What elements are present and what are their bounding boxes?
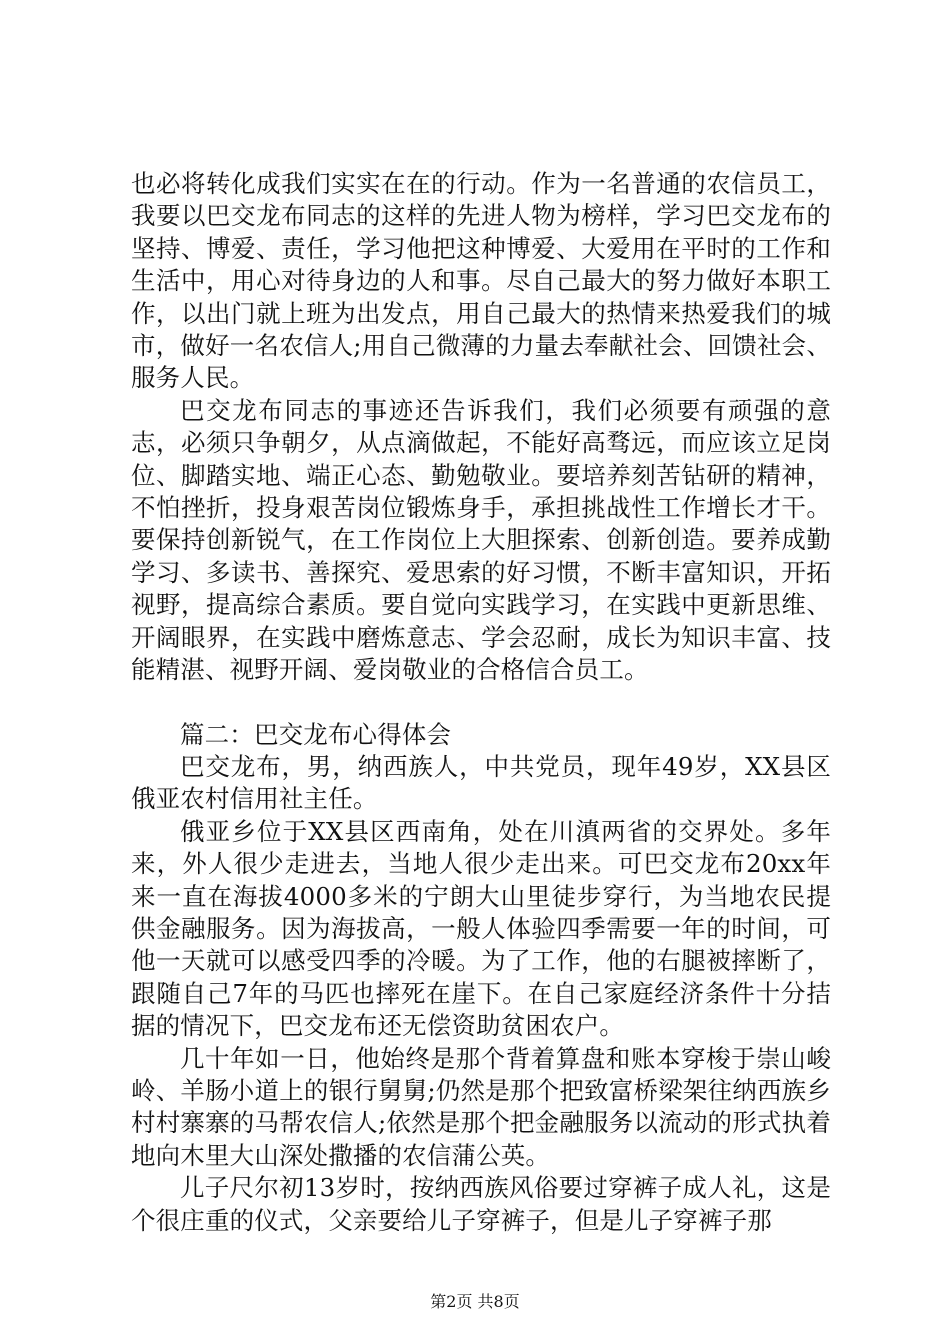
paragraph-decades: 几十年如一日，他始终是那个背着算盘和账本穿梭于崇山峻岭、羊肠小道上的银行舅舅;仍然是那个把致富桥梁架往纳西族乡村村寨寨的马帮农信人;依然是那个把金融服务以流动的形式执着地向木里大山深处撒播的农信蒲公英。	[131, 1043, 831, 1170]
paragraph-spirit: 巴交龙布同志的事迹还告诉我们，我们必须要有顽强的意志，必须只争朝夕，从点滴做起，不能好高骛远，而应该立足岗位、脚踏实地、端正心态、勤勉敬业。要培养刻苦钻研的精神，不怕挫折，投身艰苦岗位锻炼身手，承担挑战性工作增长才干。要保持创新锐气，在工作岗位上大胆探索、创新创造。要养成勤学习、多读书、善探究、爱思索的好习惯，不断丰富知识，开拓视野，提高综合素质。要自觉向实践学习，在实践中更新思维、开阔眼界，在实践中磨炼意志、学会忍耐，成长为知识丰富、技能精湛、视野开阔、爱岗敬业的合格信合员工。	[131, 395, 831, 685]
page-footer: 第2页 共8页	[430, 1292, 520, 1311]
document-body	[131, 168, 831, 1237]
section-heading: 篇二：巴交龙布心得体会	[180, 719, 452, 749]
paragraph-profile: 巴交龙布，男，纳西族人，中共党员，现年49岁，XX县区俄亚农村信用社主任。	[131, 751, 831, 814]
paragraph-eya-township: 俄亚乡位于XX县区西南角，处在川滇两省的交界处。多年来，外人很少走进去，当地人很少走出来。可巴交龙布20xx年来一直在海拔4000多米的宁朗大山里徒步穿行，为当地农民提供金融服务。因为海拔高，一般人体验四季需要一年的时间，可他一天就可以感受四季的冷暖。为了工作，他的右腿被摔断了，跟随自己7年的马匹也摔死在崖下。在自己家庭经济条件十分拮据的情况下，巴交龙布还无偿资助贫困农户。	[131, 816, 831, 1041]
paragraph-son: 儿子尺尔初13岁时，按纳西族风俗要过穿裤子成人礼，这是个很庄重的仪式，父亲要给儿子穿裤子，但是儿子穿裤子那	[131, 1173, 831, 1235]
paragraph-continuation: 也必将转化成我们实实在在的行动。作为一名普通的农信员工，我要以巴交龙布同志的这样的先进人物为榜样，学习巴交龙布的坚持、博爱、责任，学习他把这种博爱、大爱用在平时的工作和生活中，用心对待身边的人和事。尽自己最大的努力做好本职工作，以出门就上班为出发点，用自己最大的热情来热爱我们的城市，做好一名农信人;用自己微薄的力量去奉献社会、回馈社会、服务人民。	[131, 169, 831, 393]
